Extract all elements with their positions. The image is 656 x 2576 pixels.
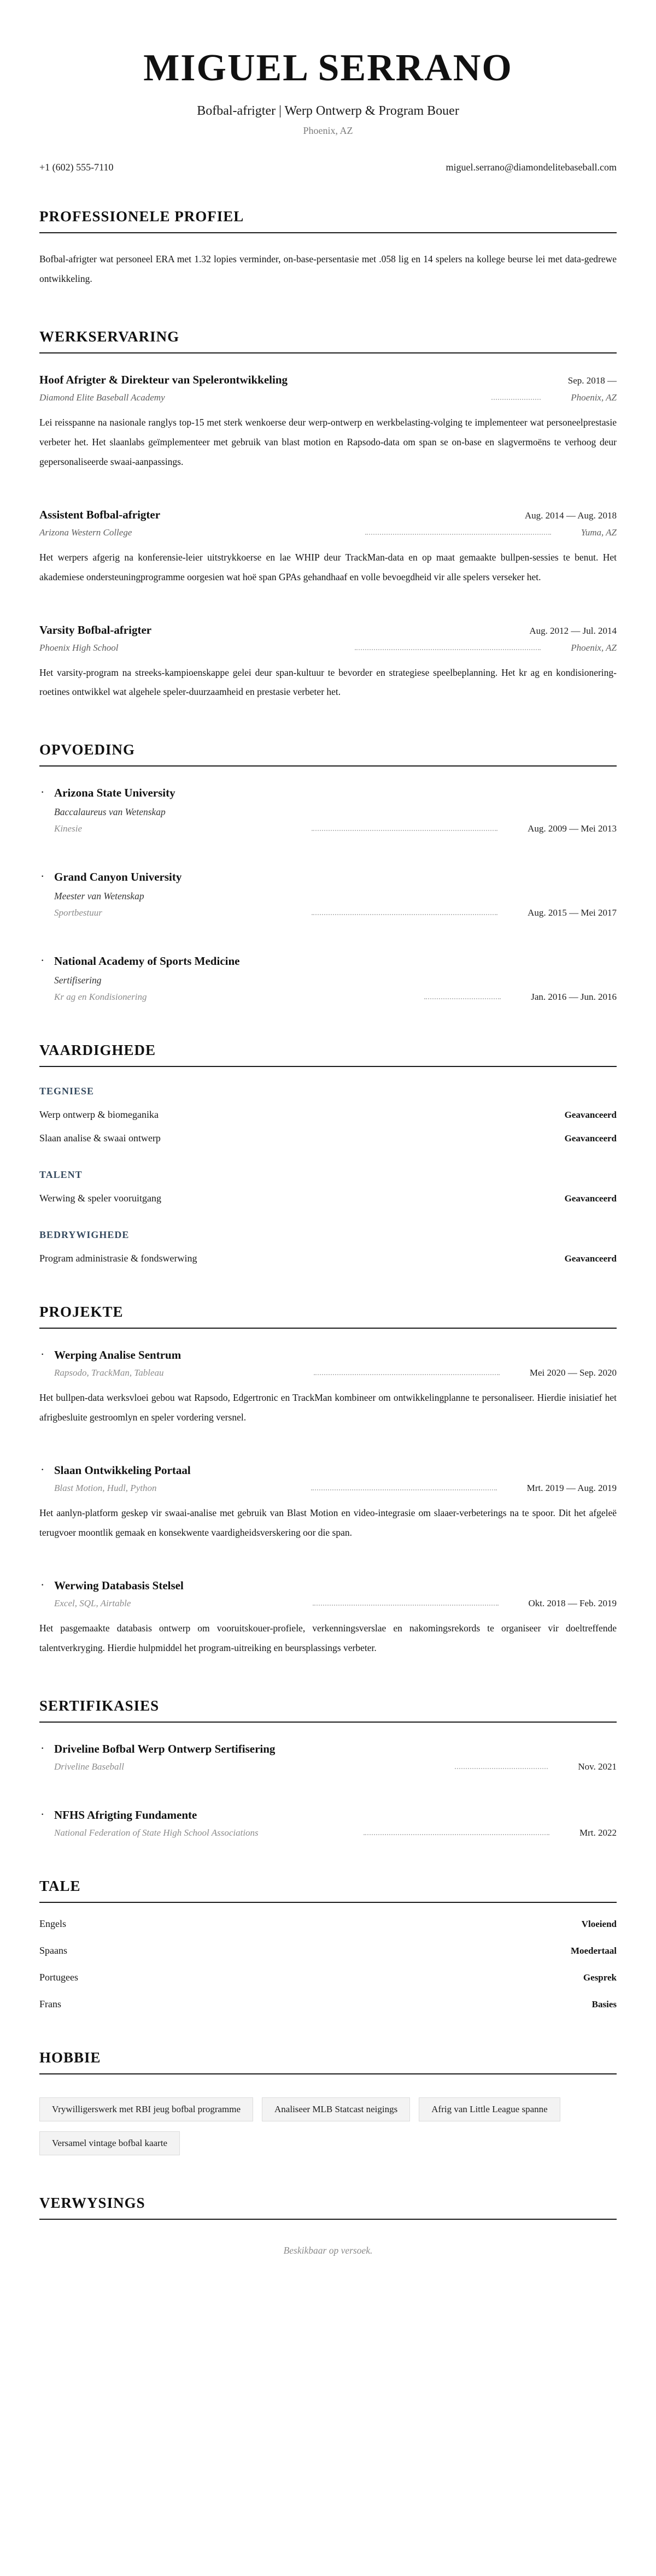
dotted-leader [311,1489,497,1490]
section-heading-references: VERWYSINGS [39,2195,617,2220]
hobby-chip: Analiseer MLB Statcast neigings [262,2097,410,2121]
job-company: Phoenix High School [39,642,119,653]
certification-title-row [39,1742,617,1756]
email-address: miguel.serrano@diamondelitebaseball.com [446,162,617,173]
school-name: · Grand Canyon University [39,870,181,884]
certification-meta-row [39,1761,617,1772]
skill-name: Program administrasie & fondswerwing [39,1253,197,1264]
section-education [39,741,617,1003]
candidate-tagline: Bofbal-afrigter | Werp Ontwerp & Program Bouer [197,104,459,119]
job-company: Diamond Elite Baseball Academy [39,392,165,403]
job-title-row [39,508,617,522]
job-location: Yuma, AZ [581,527,617,538]
dotted-leader [312,914,497,915]
skill-group [39,1229,617,1264]
section-heading-profile: PROFESSIONELE PROFIEL [39,208,617,233]
job-dates: Aug. 2012 — Jul. 2014 [529,625,617,636]
education-entry [39,786,617,834]
hobby-chip: Vrywilligerswerk met RBI jeug bofbal programme [39,2097,253,2121]
certification-entry [39,1808,617,1838]
hobby-chip: Afrig van Little League spanne [419,2097,560,2121]
language-row [39,1999,617,2010]
project-meta-row [39,1367,617,1378]
skill-level: Geavanceerd [564,1133,617,1144]
project-title: · Werping Analise Sentrum [39,1348,181,1362]
job-description: Het werpers afgerig na konferensie-leier uitstrykkoerse en lae WHIP deur TrackMan-data en op maat gemaakte bullpen-sessies te benut. Het akademiese ondersteuningprogramme oorgesien wat hoë span GPAs gehandhaaf en volle bevoegdheid vir alle spelers verseker het. [39,551,617,582]
skill-level: Geavanceerd [564,1110,617,1121]
education-meta-row [39,823,617,834]
certification-entry [39,1742,617,1772]
job-dates: Aug. 2014 — Aug. 2018 [524,510,617,521]
section-heading-projects: PROJEKTE [39,1304,617,1329]
project-entry [39,1464,617,1543]
project-title-row [39,1464,617,1477]
project-tech: Blast Motion, Hudl, Python [54,1483,157,1494]
job-meta-row [39,392,617,403]
project-description: Het aanlyn-platform geskep vir swaai-analise met gebruik van Blast Motion en video-integrasie om slaaer-verbeterings na te spoor. Dit het afgeleë terugvoer moontlik gemaak en konsekwente vaardigheidsverskering oor die span. [39,1507,617,1538]
skill-group [39,1086,617,1144]
education-title-row [39,870,617,884]
job-description: Het varsity-program na streeks-kampioenskappe gelei deur span-kultuur te bevorder en strategiese speelbeplanning. Het kr ag en kondisionering-roetines ontwikkel wat algehele speler-duurzaamheid en prestasie verbeter het. [39,667,617,698]
education-title-row [39,786,617,800]
language-row [39,1945,617,1956]
section-hobbies [39,2049,617,2155]
education-entry [39,954,617,1003]
job-location: Phoenix, AZ [571,642,617,653]
section-heading-languages: TALE [39,1878,617,1903]
language-level: Vloeiend [581,1918,617,1929]
job-dates: Sep. 2018 — [567,375,617,386]
section-certifications [39,1697,617,1838]
job-title-row [39,373,617,387]
resume-header [39,47,617,173]
skill-name: Werwing & speler vooruitgang [39,1193,161,1204]
degree: Sertifisering [54,975,102,986]
skill-level: Geavanceerd [564,1253,617,1264]
project-meta-row [39,1598,617,1609]
skill-row [39,1193,617,1204]
language-level: Moedertaal [570,1945,617,1956]
certification-title-row [39,1808,617,1822]
project-description: Het pasgemaakte databasis ontwerp om vooruitskouer-profiele, verkenningsverslae en nakomingsrekords te organiseer vir doeltreffende talentverkryging. Hierdie hulpmiddel het program-uitreiking en beursplassings verbeter. [39,1622,617,1653]
project-title: · Slaan Ontwikkeling Portaal [39,1464,191,1477]
job-meta-row [39,527,617,538]
skill-row [39,1133,617,1144]
dotted-leader [355,649,541,650]
certification-title: · NFHS Afrigting Fundamente [39,1808,197,1822]
language-level: Basies [591,1999,617,2009]
job-entry [39,373,617,472]
section-skills [39,1042,617,1264]
skill-name: Werp ontwerp & biomeganika [39,1109,159,1121]
section-profile [39,208,617,289]
dotted-leader [313,1605,499,1606]
certification-title: · Driveline Bofbal Werp Ontwerp Sertifisering [39,1742,275,1756]
section-heading-certifications: SERTIFIKASIES [39,1697,617,1723]
dotted-leader [491,399,541,400]
certification-date: Nov. 2021 [578,1761,617,1772]
project-meta-row [39,1483,617,1494]
project-tech: Rapsodo, TrackMan, Tableau [54,1367,164,1378]
job-entry [39,623,617,703]
field-of-study: Kr ag en Kondisionering [54,992,147,1003]
language-list [39,1918,617,2010]
project-entry [39,1348,617,1428]
project-entry [39,1579,617,1658]
skill-group-label: TEGNIESE [39,1086,95,1097]
language-name: Engels [39,1918,66,1929]
skill-row [39,1109,617,1121]
job-title-row [39,623,617,637]
skill-level: Geavanceerd [564,1193,617,1204]
degree: Meester van Wetenskap [54,891,144,902]
profile-text: Bofbal-afrigter wat personeel ERA met 1.32 lopies verminder, on-base-persentasie met .058 lig en 14 spelers na kollege beurse lei met data-gedrewe ontwikkeling. [39,254,617,285]
certification-meta-row [39,1828,617,1838]
job-title: Assistent Bofbal-afrigter [39,508,161,521]
phone-number: +1 (602) 555-7110 [39,162,114,173]
language-name: Frans [39,1998,61,2009]
language-row [39,1972,617,1983]
school-name: · Arizona State University [39,786,175,800]
certification-issuer: Driveline Baseball [54,1761,124,1772]
education-meta-row [39,992,617,1003]
field-of-study: Kinesie [54,823,82,834]
hobby-chip-list [39,2097,617,2155]
dotted-leader [312,830,497,831]
job-description: Lei reisspanne na nasionale ranglys top-15 met sterk wenkoerse deur werp-ontwerp en werkbelasting-volging te implementeer wat personeelprestasie verbeter het. Het slaanlabs geïmplementeer met gebruik van blast motion en Rapsodo-data om span se on-base en slagvermoëns te verhoog deur gepersonaliseerde swaai-aanpassings. [39,417,617,467]
skill-name: Slaan analise & swaai ontwerp [39,1133,161,1144]
education-title-row [39,954,617,968]
dotted-leader [314,1374,500,1375]
education-dates: Aug. 2009 — Mei 2013 [528,823,617,834]
project-title: · Werwing Databasis Stelsel [39,1579,184,1593]
dotted-leader [455,1768,548,1769]
language-name: Portugees [39,1971,78,1983]
education-dates: Aug. 2015 — Mei 2017 [528,907,617,918]
certification-date: Mrt. 2022 [579,1827,617,1838]
language-row [39,1918,617,1930]
skill-row [39,1253,617,1264]
project-dates: Okt. 2018 — Feb. 2019 [528,1598,617,1608]
language-name: Spaans [39,1944,67,1956]
project-dates: Mrt. 2019 — Aug. 2019 [526,1483,617,1494]
skill-group [39,1169,617,1204]
education-dates: Jan. 2016 — Jun. 2016 [531,992,617,1003]
section-heading-skills: VAARDIGHEDE [39,1042,617,1067]
candidate-name: MIGUEL SERRANO [143,47,513,89]
project-dates: Mei 2020 — Sep. 2020 [529,1367,617,1378]
degree: Baccalaureus van Wetenskap [54,806,166,818]
certification-issuer: National Federation of State High School Associations [54,1827,259,1838]
contact-row [39,162,617,173]
project-title-row [39,1579,617,1593]
skill-group-label: TALENT [39,1169,83,1181]
project-tech: Excel, SQL, Airtable [54,1598,131,1608]
section-heading-hobbies: HOBBIE [39,2049,617,2074]
dotted-leader [424,998,501,999]
language-level: Gesprek [583,1972,617,1983]
section-references [39,2195,617,2256]
job-meta-row [39,642,617,653]
job-company: Arizona Western College [39,527,132,538]
references-text: Beskikbaar op versoek. [283,2244,373,2256]
job-title: Hoof Afrigter & Direkteur van Spelerontwikkeling [39,373,288,387]
dotted-leader [365,534,551,535]
section-heading-experience: WERKSERVARING [39,328,617,353]
field-of-study: Sportbestuur [54,907,102,918]
section-heading-education: OPVOEDING [39,741,617,767]
candidate-location: Phoenix, AZ [303,125,353,137]
education-meta-row [39,907,617,918]
job-entry [39,508,617,587]
project-description: Het bullpen-data werksvloei gebou wat Rapsodo, Edgertronic en TrackMan kombineer om ontwikkelingplanne te personaliseer. Hierdie inisiatief het afrigbesluite gestroomlyn en speler vordering versnel. [39,1392,617,1423]
school-name: · National Academy of Sports Medicine [39,954,239,968]
project-title-row [39,1348,617,1362]
job-location: Phoenix, AZ [571,392,617,403]
hobby-chip: Versamel vintage bofbal kaarte [39,2131,180,2155]
dotted-leader [364,1834,549,1835]
section-experience [39,328,617,702]
education-entry [39,870,617,918]
section-projects [39,1304,617,1658]
job-title: Varsity Bofbal-afrigter [39,623,152,636]
section-languages [39,1878,617,2010]
skill-group-label: BEDRYWIGHEDE [39,1229,130,1241]
